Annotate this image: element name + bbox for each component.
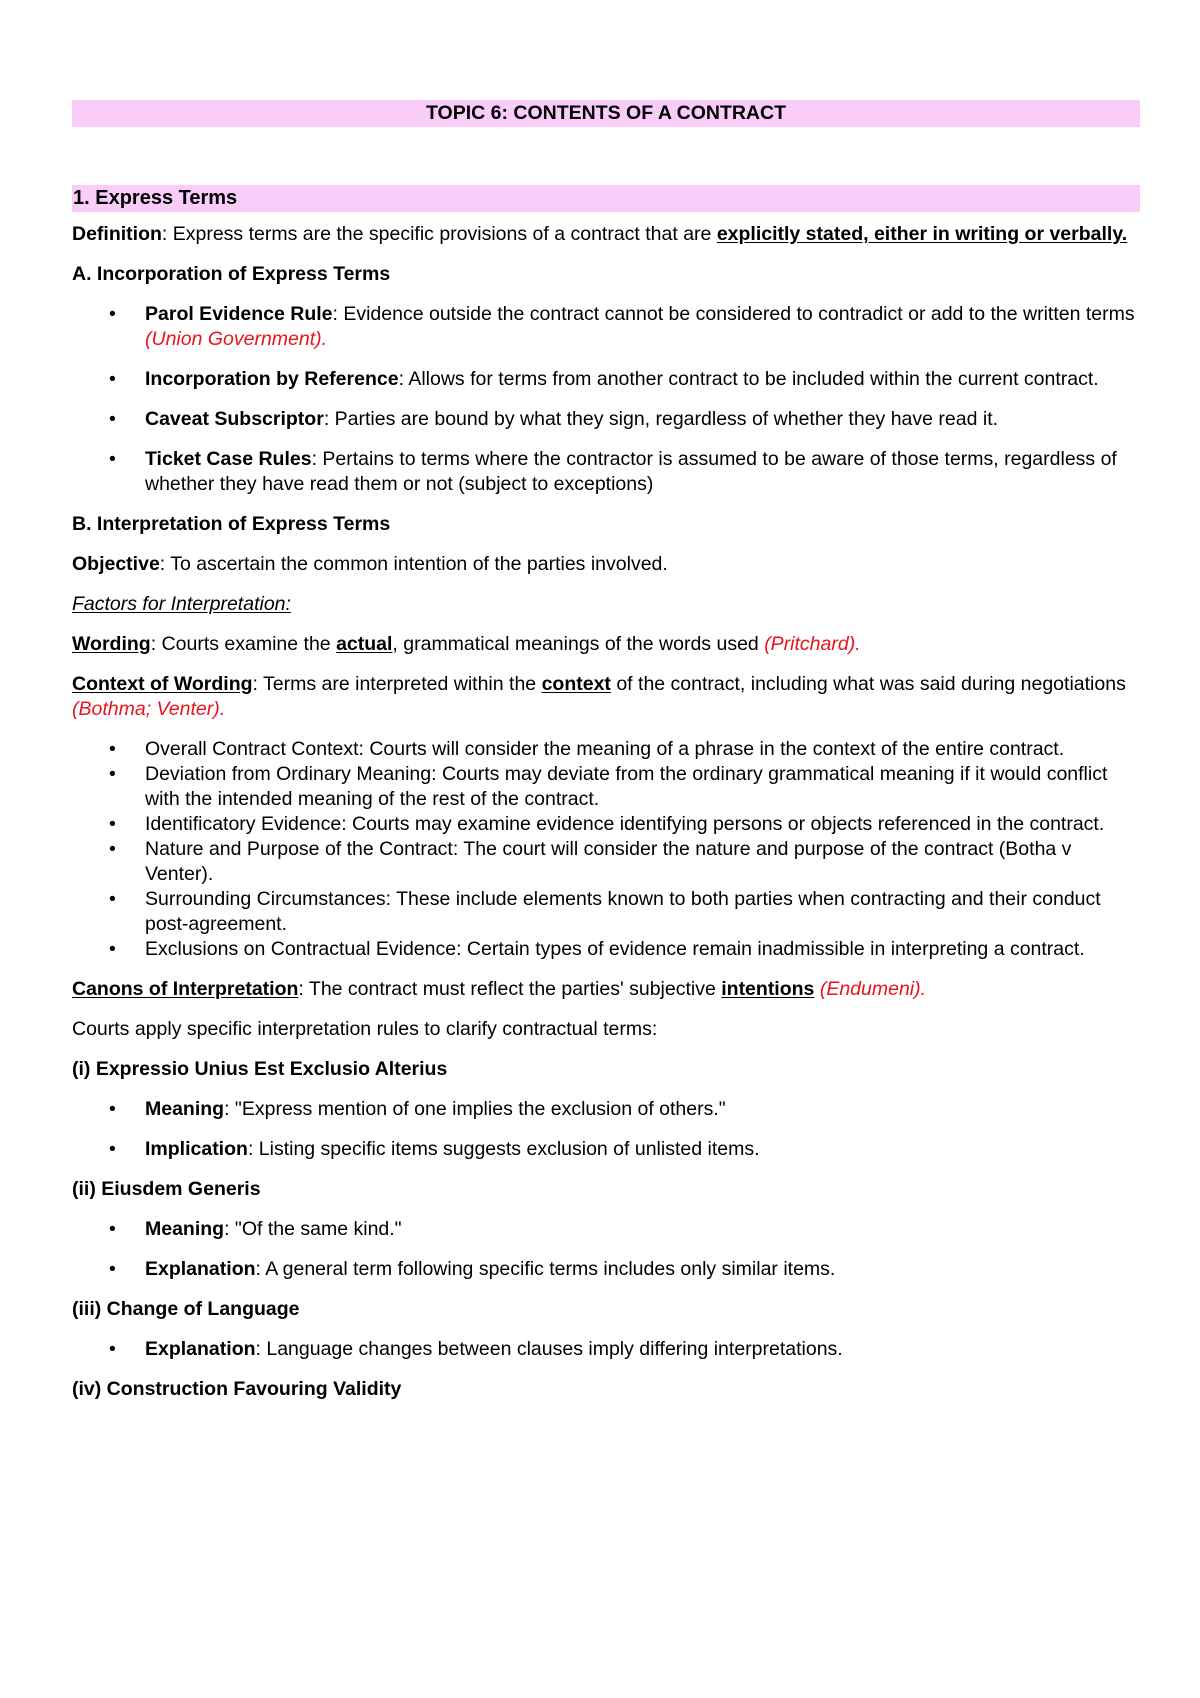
list-item bbox=[72, 937, 1140, 962]
wording-emphasis: actual bbox=[336, 633, 393, 655]
bullet-icon: • bbox=[109, 368, 116, 390]
item-label: Ticket Case Rules bbox=[145, 448, 312, 470]
rule-heading: (i) Expressio Unius Est Exclusio Alterius bbox=[72, 1058, 448, 1080]
list-item bbox=[72, 302, 1140, 352]
rule-list bbox=[72, 1337, 1140, 1362]
part-b-heading: B. Interpretation of Express Terms bbox=[72, 513, 391, 535]
bullet-icon: • bbox=[109, 1138, 116, 1160]
item-text: Nature and Purpose of the Contract: The court will consider the nature and purpose of the contract (Botha v Venter). bbox=[145, 838, 1072, 885]
bullet-icon: • bbox=[109, 763, 116, 785]
item-text: : A general term following specific terms includes only similar items. bbox=[255, 1258, 836, 1280]
part-a-heading: A. Incorporation of Express Terms bbox=[72, 263, 391, 285]
bullet-icon: • bbox=[109, 738, 116, 760]
context-paragraph bbox=[72, 672, 1140, 722]
rule-list bbox=[72, 1217, 1140, 1282]
objective-paragraph bbox=[72, 552, 1140, 577]
bullet-icon: • bbox=[109, 408, 116, 430]
item-label: Implication bbox=[145, 1138, 248, 1160]
case-citation: (Bothma; Venter). bbox=[72, 698, 226, 720]
item-text: : Pertains to terms where the contractor is assumed to be aware of those terms, regardless of whether they have read them or not (subject to exceptions) bbox=[145, 448, 1117, 495]
list-item bbox=[72, 887, 1140, 937]
wording-text-1: : Courts examine the bbox=[150, 633, 337, 655]
canons-label: Canons of Interpretation bbox=[72, 978, 299, 1000]
canons-emphasis: intentions bbox=[721, 978, 815, 1000]
bullet-icon: • bbox=[109, 838, 116, 860]
item-label: Incorporation by Reference bbox=[145, 368, 399, 390]
case-citation: (Endumeni). bbox=[819, 978, 927, 1000]
list-item bbox=[72, 1137, 1140, 1162]
bullet-icon: • bbox=[109, 1258, 116, 1280]
item-label: Meaning bbox=[145, 1098, 225, 1120]
item-text: : Listing specific items suggests exclusion of unlisted items. bbox=[247, 1138, 760, 1160]
canons-paragraph bbox=[72, 977, 1140, 1002]
item-text: Deviation from Ordinary Meaning: Courts may deviate from the ordinary grammatical meaning if it would conflict with the intended meaning of the rest of the contract. bbox=[145, 763, 1108, 810]
list-item bbox=[72, 1257, 1140, 1282]
list-item bbox=[72, 837, 1140, 887]
item-text: Exclusions on Contractual Evidence: Certain types of evidence remain inadmissible in interpreting a contract. bbox=[145, 938, 1085, 960]
list-item bbox=[72, 1337, 1140, 1362]
context-list bbox=[72, 737, 1140, 962]
definition-emphasis: explicitly stated, either in writing or verbally. bbox=[716, 223, 1128, 245]
bullet-icon: • bbox=[109, 303, 116, 325]
list-item bbox=[72, 812, 1140, 837]
wording-paragraph bbox=[72, 632, 1140, 657]
rule-heading: (iv) Construction Favouring Validity bbox=[72, 1378, 402, 1400]
list-item bbox=[72, 737, 1140, 762]
item-text: : Allows for terms from another contract to be included within the current contract. bbox=[398, 368, 1099, 390]
list-item bbox=[72, 367, 1140, 392]
item-text: : Parties are bound by what they sign, regardless of whether they have read it. bbox=[323, 408, 999, 430]
definition-label: Definition bbox=[72, 223, 162, 245]
item-text: : "Of the same kind." bbox=[224, 1218, 402, 1240]
context-label: Context of Wording bbox=[72, 673, 253, 695]
definition-paragraph bbox=[72, 222, 1140, 247]
document-page bbox=[72, 100, 1140, 1402]
definition-text: : Express terms are the specific provisions of a contract that are bbox=[161, 223, 717, 245]
list-item bbox=[72, 407, 1140, 432]
item-label: Meaning bbox=[145, 1218, 225, 1240]
canons-intro: Courts apply specific interpretation rules to clarify contractual terms: bbox=[72, 1018, 658, 1040]
wording-text-2: , grammatical meanings of the words used bbox=[392, 633, 765, 655]
item-label: Caveat Subscriptor bbox=[145, 408, 324, 430]
case-citation: (Union Government). bbox=[145, 328, 328, 350]
item-text: Surrounding Circumstances: These include elements known to both parties when contracting and their conduct post-agreement. bbox=[145, 888, 1101, 935]
bullet-icon: • bbox=[109, 888, 116, 910]
bullet-icon: • bbox=[109, 938, 116, 960]
part-a-list bbox=[72, 302, 1140, 497]
list-item bbox=[72, 762, 1140, 812]
rule-heading: (iii) Change of Language bbox=[72, 1298, 300, 1320]
item-text: : "Express mention of one implies the exclusion of others." bbox=[224, 1098, 726, 1120]
bullet-icon: • bbox=[109, 1218, 116, 1240]
item-text: : Evidence outside the contract cannot be considered to contradict or add to the written terms bbox=[332, 303, 1135, 325]
item-label: Parol Evidence Rule bbox=[145, 303, 333, 325]
list-item bbox=[72, 1097, 1140, 1122]
item-text: Overall Contract Context: Courts will consider the meaning of a phrase in the context of the entire contract. bbox=[145, 738, 1065, 760]
factors-heading: Factors for Interpretation: bbox=[72, 593, 291, 615]
case-citation: (Pritchard). bbox=[764, 633, 861, 655]
item-label: Explanation bbox=[145, 1258, 256, 1280]
rule-list bbox=[72, 1097, 1140, 1162]
list-item bbox=[72, 447, 1140, 497]
wording-label: Wording bbox=[72, 633, 151, 655]
context-emphasis: context bbox=[541, 673, 611, 695]
page-title: TOPIC 6: CONTENTS OF A CONTRACT bbox=[72, 100, 1140, 127]
bullet-icon: • bbox=[109, 813, 116, 835]
bullet-icon: • bbox=[109, 1098, 116, 1120]
rule-heading: (ii) Eiusdem Generis bbox=[72, 1178, 261, 1200]
section-heading-express-terms: 1. Express Terms bbox=[72, 185, 1140, 212]
item-text: Identificatory Evidence: Courts may examine evidence identifying persons or objects referenced in the contract. bbox=[145, 813, 1105, 835]
item-label: Explanation bbox=[145, 1338, 256, 1360]
bullet-icon: • bbox=[109, 1338, 116, 1360]
context-text-2: of the contract, including what was said during negotiations bbox=[610, 673, 1126, 695]
objective-text: : To ascertain the common intention of the parties involved. bbox=[159, 553, 668, 575]
bullet-icon: • bbox=[109, 448, 116, 470]
context-text-1: : Terms are interpreted within the bbox=[252, 673, 542, 695]
list-item bbox=[72, 1217, 1140, 1242]
item-text: : Language changes between clauses imply differing interpretations. bbox=[255, 1338, 843, 1360]
objective-label: Objective bbox=[72, 553, 160, 575]
canons-text: : The contract must reflect the parties' subjective bbox=[298, 978, 722, 1000]
